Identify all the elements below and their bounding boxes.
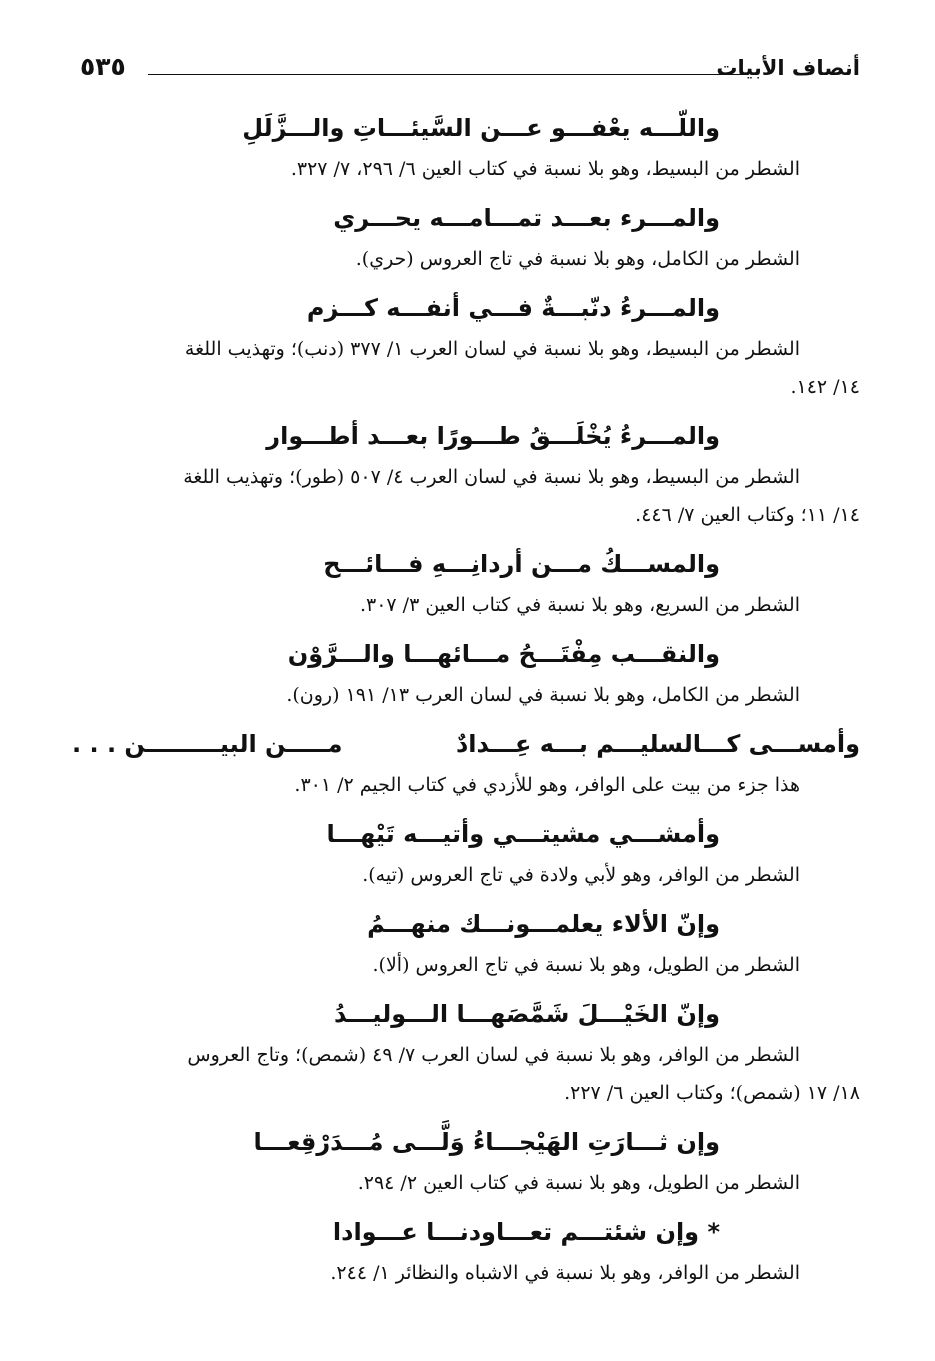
verse-note: الشطر من الكامل، وهو بلا نسبة في لسان العرب ١٣/ ١٩١ (رون). — [286, 684, 800, 706]
verse-line: والمـــرءُ يُخْلَـــقُ طـــورًا بعـــد أطـــوار — [266, 422, 720, 450]
verse-line: * وإن شئتـــم تعـــاودنـــا عـــوادا — [332, 1218, 720, 1246]
entry — [72, 106, 860, 188]
verse-line: واللّـــه يعْفـــو عـــن السَّيئـــاتِ والـــزَّلَلِ — [242, 114, 720, 142]
verse-note — [72, 1036, 860, 1112]
running-title: أنصاف الأبيات — [716, 56, 860, 80]
page-content — [72, 106, 860, 1300]
entry — [72, 902, 860, 984]
page-header — [80, 52, 860, 88]
entry — [72, 286, 860, 406]
verse-note — [72, 458, 860, 534]
verse-note: الشطر من الوافر، وهو بلا نسبة في الاشباه والنظائر ١/ ٢٤٤. — [330, 1262, 800, 1284]
entry — [72, 812, 860, 894]
verse-line: والمـــرءُ دنّبـــةٌ فـــي أنفـــه كـــزم — [306, 294, 720, 322]
verse-line: والنقـــب مِفْتَـــحُ مـــائهـــا والـــرَّوْن — [287, 640, 720, 668]
verse-note-text: الشطر من البسيط، وهو بلا نسبة في لسان العرب ٤/ ٥٠٧ (طور)؛ وتهذيب اللغة — [183, 466, 800, 488]
verse-second-hemistich: مـــــن البيـــــــــن . . . — [72, 730, 343, 758]
entry — [72, 414, 860, 534]
verse-note — [72, 330, 860, 406]
verse-line-full — [72, 722, 860, 766]
verse-note: الشطر من الطويل، وهو بلا نسبة في كتاب العين ٢/ ٢٩٤. — [357, 1172, 800, 1194]
verse-note-text: الشطر من البسيط، وهو بلا نسبة في لسان العرب ١/ ٣٧٧ (دنب)؛ وتهذيب اللغة — [184, 338, 800, 360]
entry — [72, 1120, 860, 1202]
entry — [72, 992, 860, 1112]
verse-line: والمـــرء بعـــد تمـــامـــه يحـــري — [333, 204, 720, 232]
entry — [72, 196, 860, 278]
verse-note: الشطر من البسيط، وهو بلا نسبة في كتاب العين ٦/ ٢٩٦، ٧/ ٣٢٧. — [290, 158, 800, 180]
verse-note: هذا جزء من بيت على الوافر، وهو للأزدي في كتاب الجيم ٢/ ٣٠١. — [294, 774, 800, 796]
verse-note: الشطر من الكامل، وهو بلا نسبة في تاج العروس (حري). — [355, 248, 800, 270]
verse-first-hemistich: وأمســـى كـــالسليـــم بـــه عِـــدادٌ — [455, 730, 860, 758]
verse-note-continuation: ١٤/ ١١؛ وكتاب العين ٧/ ٤٤٦. — [635, 504, 860, 526]
verse-note-continuation: ١٤/ ١٤٢. — [790, 376, 860, 398]
verse-note: الشطر من الوافر، وهو لأبي ولادة في تاج العروس (تيه). — [362, 864, 800, 886]
entry — [72, 632, 860, 714]
verse-line: والمســـكُ مـــن أردانِـــهِ فـــائـــح — [323, 550, 720, 578]
entry — [72, 1210, 860, 1292]
verse-note: الشطر من الطويل، وهو بلا نسبة في تاج العروس (ألا). — [372, 954, 800, 976]
verse-note: الشطر من السريع، وهو بلا نسبة في كتاب العين ٣/ ٣٠٧. — [359, 594, 800, 616]
entry — [72, 722, 860, 804]
verse-line: وإنّ الخَيْـــلَ شَمَّصَهـــا الـــوليـــدُ — [333, 1000, 720, 1028]
verse-line: وأمشـــي مشيتـــي وأتيـــه تَيْهـــا — [326, 820, 720, 848]
verse-note-continuation: ١٨/ ١٧ (شمص)؛ وكتاب العين ٦/ ٢٢٧. — [564, 1082, 860, 1104]
verse-note-text: الشطر من الوافر، وهو بلا نسبة في لسان العرب ٧/ ٤٩ (شمص)؛ وتاج العروس — [187, 1044, 800, 1066]
page-number: ٥٣٥ — [80, 52, 126, 81]
entry — [72, 542, 860, 624]
header-rule — [148, 74, 748, 75]
verse-line: وإن ثـــارَتِ الهَيْجـــاءُ وَلَّـــى مُـــدَرْقِعـــا — [253, 1128, 720, 1156]
verse-line: وإنّ الألاء يعلمـــونـــك منهـــمُ — [367, 910, 720, 938]
